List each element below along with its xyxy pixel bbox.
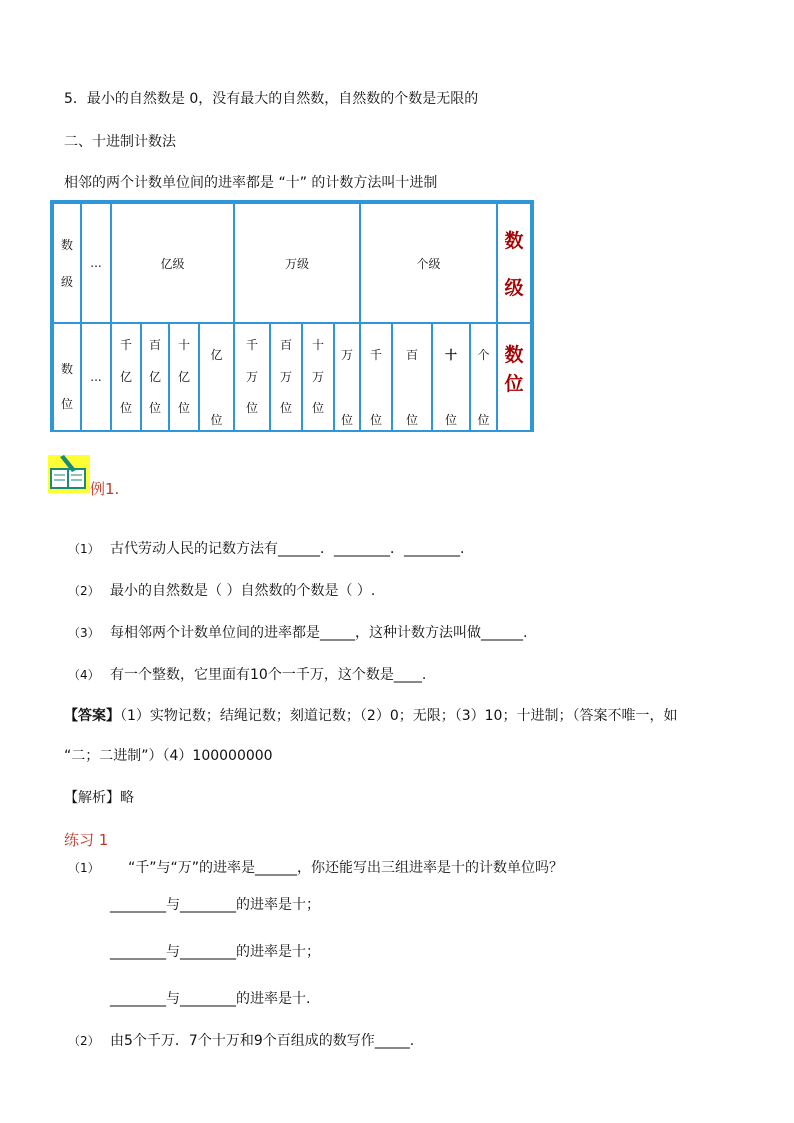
place-char: 千 xyxy=(369,348,382,362)
label-char: 数 xyxy=(60,362,73,376)
place-char: 亿 xyxy=(177,369,190,384)
place-char: 位 xyxy=(311,401,324,415)
label-char: 位 xyxy=(60,397,73,411)
place-cell xyxy=(233,322,271,432)
place-char: 位 xyxy=(177,401,190,415)
place-cell xyxy=(431,322,471,432)
wan-level-cell: 万级 xyxy=(233,202,361,324)
side-shuji-cell xyxy=(496,202,532,324)
row1-label xyxy=(52,202,82,324)
place-char: 亿 xyxy=(148,369,161,384)
side-char: 数 xyxy=(504,344,524,366)
place-char: 十 xyxy=(444,348,457,362)
answer-text: （1）实物记数；结绳记数；刻道记数；（2）0；无限；（3）10；十进制；（答案不唯一，如 xyxy=(120,708,678,724)
ellipsis-cell: ... xyxy=(80,202,112,324)
place-char: 位 xyxy=(245,401,258,415)
place-char: 位 xyxy=(369,413,382,427)
q3-number: （3） xyxy=(68,626,100,640)
place-char: 位 xyxy=(119,401,132,415)
answer-line-1 xyxy=(64,705,677,725)
label-char: 数 xyxy=(60,238,73,252)
ellipsis-cell: ... xyxy=(80,322,112,432)
side-shuwei-cell xyxy=(496,322,532,432)
place-cell xyxy=(301,322,335,432)
place-char: 位 xyxy=(477,413,490,427)
place-char: 位 xyxy=(405,413,418,427)
place-char: 万 xyxy=(311,369,324,384)
place-cell xyxy=(391,322,433,432)
place-char: 位 xyxy=(148,401,161,415)
q4-number: （4） xyxy=(68,668,100,682)
place-char: 万 xyxy=(279,369,292,384)
answer-line-2: “二；二进制”）（4）100000000 xyxy=(64,748,273,764)
place-cell xyxy=(359,322,393,432)
place-cell xyxy=(140,322,170,432)
point-5-text: 5．最小的自然数是 0，没有最大的自然数，自然数的个数是无限的 xyxy=(64,91,479,107)
place-char: 位 xyxy=(210,413,223,427)
ge-level-cell: 个级 xyxy=(359,202,498,324)
place-char: 十 xyxy=(311,338,324,352)
ex-q1-number: （1） xyxy=(68,861,100,875)
ex-blank-line-3: ________与________的进率是十. xyxy=(110,991,311,1007)
ex-q2-number: （2） xyxy=(68,1034,100,1048)
place-char: 个 xyxy=(477,348,490,362)
place-cell xyxy=(168,322,200,432)
answer-label: 【答案】 xyxy=(64,708,120,724)
place-cell xyxy=(469,322,498,432)
row2-label xyxy=(52,322,82,432)
place-char: 亿 xyxy=(210,348,223,362)
q2-text: 最小的自然数是（ ）自然数的个数是（ ）. xyxy=(110,583,376,599)
q1-number: （1） xyxy=(68,542,100,556)
book-pencil-icon xyxy=(48,455,90,493)
q2-number: （2） xyxy=(68,584,100,598)
place-char: 百 xyxy=(148,338,161,352)
place-cell xyxy=(333,322,361,432)
example-title: 例1. xyxy=(90,480,120,498)
place-cell xyxy=(198,322,235,432)
place-char: 百 xyxy=(405,348,418,362)
yi-level-cell: 亿级 xyxy=(110,202,235,324)
ex-blank-line-1: ________与________的进率是十； xyxy=(110,897,320,913)
place-cell xyxy=(269,322,303,432)
place-char: 万 xyxy=(340,348,353,362)
place-char: 亿 xyxy=(119,369,132,384)
place-char: 千 xyxy=(119,338,132,352)
ex-q2-text: 由5个千万．7个十万和9个百组成的数写作_____. xyxy=(110,1033,415,1049)
side-char: 级 xyxy=(504,277,524,299)
place-cell xyxy=(110,322,142,432)
place-char: 百 xyxy=(279,338,292,352)
place-char: 千 xyxy=(245,338,258,352)
q3-text: 每相邻两个计数单位间的进率都是_____，这种计数方法叫做______. xyxy=(110,625,528,641)
decimal-system-table xyxy=(50,200,534,432)
exercise-title: 练习 1 xyxy=(64,831,109,849)
ex-blank-line-2: ________与________的进率是十； xyxy=(110,944,320,960)
section-title: 二、十进制计数法 xyxy=(64,134,176,150)
place-char: 位 xyxy=(340,413,353,427)
ex-q1-text: “千”与“万”的进率是______，你还能写出三组进率是十的计数单位吗？ xyxy=(128,860,564,876)
place-char: 十 xyxy=(177,338,190,352)
place-char: 万 xyxy=(245,369,258,384)
label-char: 级 xyxy=(60,275,73,289)
q4-text: 有一个整数，它里面有10个一千万，这个数是____. xyxy=(110,667,427,683)
definition-text: 相邻的两个计数单位间的进率都是 “十” 的计数方法叫十进制 xyxy=(64,175,438,191)
side-char: 数 xyxy=(504,230,524,252)
place-char: 位 xyxy=(444,413,457,427)
q1-text: 古代劳动人民的记数方法有______．________．________. xyxy=(110,541,465,557)
analysis-text: 【解析】略 xyxy=(64,790,134,806)
place-char: 位 xyxy=(279,401,292,415)
side-char: 位 xyxy=(504,373,524,395)
